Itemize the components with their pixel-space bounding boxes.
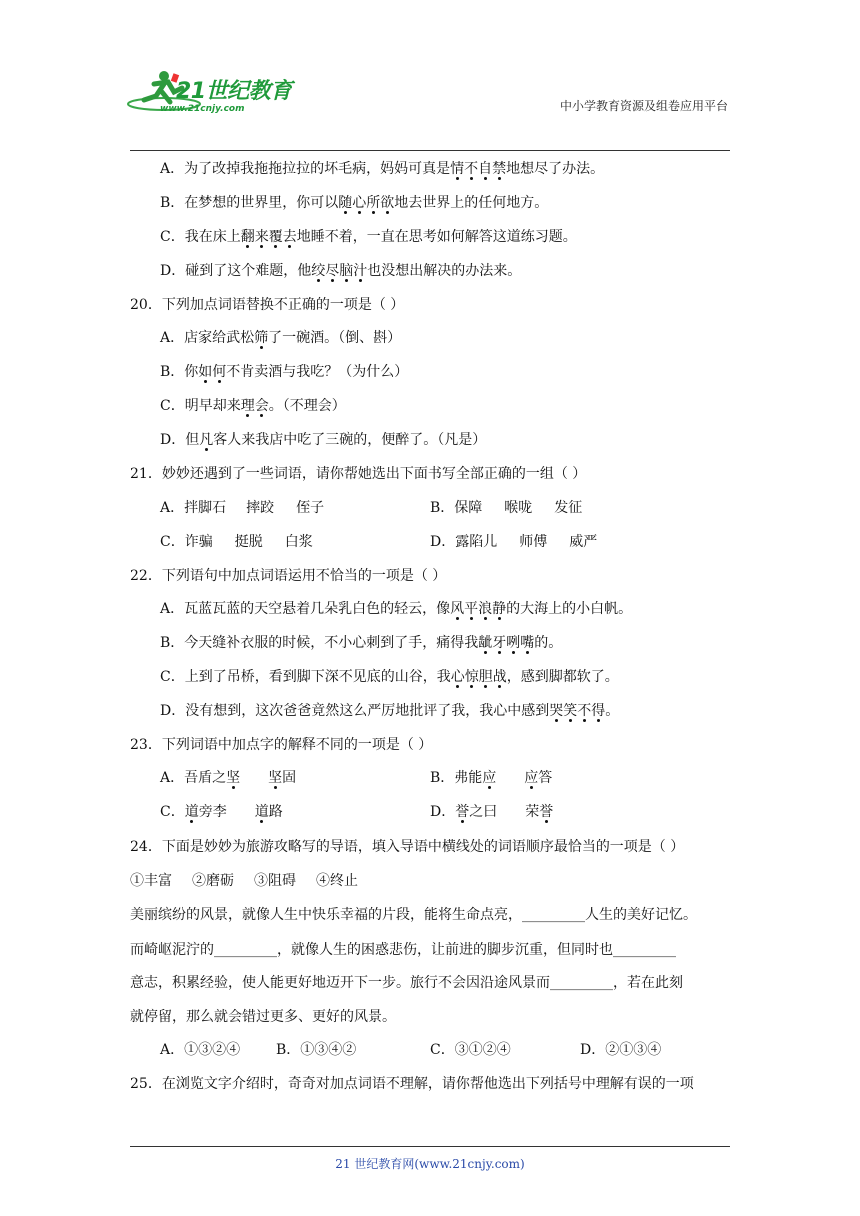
- q20-option-d: D．但凡客人来我店中吃了三碗的，便醉了。（凡是）: [160, 432, 487, 448]
- q20-option-a: A．店家给武松筛了一碗酒。（倒、斟）: [160, 330, 402, 346]
- question-22: 22．下列语句中加点词语运用不恰当的一项是（ ）: [130, 568, 447, 584]
- q21-option-d: D．露陷儿 师傅 威严: [430, 534, 598, 550]
- q21-option-b: B．保障 喉咙 发征: [430, 500, 583, 516]
- logo-title: 21世纪教育: [176, 79, 292, 104]
- q23-option-a: A．吾盾之坚 坚固: [160, 770, 297, 786]
- q19-option-a: A．为了改掉我拖拖拉拉的坏毛病，妈妈可真是情不自禁地想尽了办法。: [160, 161, 605, 177]
- q23-option-d: D．誉之曰 荣誉: [430, 804, 554, 820]
- q19-option-b: B．在梦想的世界里，你可以随心所欲地去世界上的任何地方。: [160, 195, 549, 211]
- q22-option-d: D．没有想到，这次爸爸竟然这么严厉地批评了我，我心中感到哭笑不得。: [160, 703, 620, 719]
- q20-option-b: B．你如何不肯卖酒与我吃？（为什么）: [160, 364, 409, 380]
- q24-word-list: ①丰富 ②磨砺 ③阻碍 ④终止: [130, 873, 358, 889]
- q24-option-b: B．①③④②: [276, 1042, 357, 1058]
- question-21: 21．妙妙还遇到了一些词语，请你帮她选出下面书写全部正确的一组（ ）: [130, 466, 587, 482]
- q24-option-a: A．①③②④: [160, 1042, 241, 1058]
- logo-url: www.21cnjy.com: [160, 104, 245, 114]
- q24-option-d: D．②①③④: [580, 1042, 662, 1058]
- q22-option-c: C．上到了吊桥，看到脚下深不见底的山谷，我心惊胆战，感到脚都软了。: [160, 669, 619, 685]
- q23-option-c: C．道旁李 道路: [160, 804, 283, 820]
- q20-option-c: C．明早却来理会。（不理会）: [160, 398, 346, 414]
- q19-option-d: D．碰到了这个难题，他绞尽脑汁也没想出解决的办法来。: [160, 263, 522, 279]
- footer-link[interactable]: 21 世纪教育网(www.21cnjy.com): [335, 1157, 525, 1171]
- q24-option-c: C．③①②④: [430, 1042, 511, 1058]
- q24-passage-line-1: 美丽缤纷的风景，就像人生中快乐幸福的片段，能将生命点亮，_________人生的美好记忆。: [130, 907, 697, 923]
- q22-option-b: B．今天缝补衣服的时候，不小心刺到了手，痛得我龇牙咧嘴的。: [160, 635, 563, 651]
- question-20: 20．下列加点词语替换不正确的一项是（ ）: [130, 297, 405, 313]
- question-24: 24．下面是妙妙为旅游攻略写的导语，填入导语中横线处的词语顺序最恰当的一项是（ ）: [130, 839, 685, 855]
- header-divider: [130, 150, 730, 151]
- q21-option-a: A．拌脚石 摔跤 侄子: [160, 500, 325, 516]
- q24-passage-line-2: 而崎岖泥泞的_________，就像人生的困惑悲伤，让前进的脚步沉重，但同时也_________: [130, 942, 676, 958]
- q23-option-b: B．弗能应 应答: [430, 770, 553, 786]
- q24-passage-line-3: 意志，积累经验，使人能更好地迈开下一步。旅行不会因沿途风景而_________，若在此刻: [130, 975, 683, 991]
- q21-option-c: C．诈骗 挺脱 白浆: [160, 534, 313, 550]
- q22-option-a: A．瓦蓝瓦蓝的天空悬着几朵乳白色的轻云，像风平浪静的大海上的小白帆。: [160, 601, 633, 617]
- question-25: 25．在浏览文字介绍时，奇奇对加点词语不理解，请你帮他选出下列括号中理解有误的一项: [130, 1076, 694, 1092]
- q19-option-c: C．我在床上翻来覆去地睡不着，一直在思考如何解答这道练习题。: [160, 229, 577, 245]
- question-23: 23．下列词语中加点字的解释不同的一项是（ ）: [130, 737, 433, 753]
- footer-divider: [130, 1146, 730, 1147]
- platform-name: 中小学教育资源及组卷应用平台: [559, 99, 728, 113]
- q24-passage-line-4: 就停留，那么就会错过更多、更好的风景。: [130, 1009, 396, 1025]
